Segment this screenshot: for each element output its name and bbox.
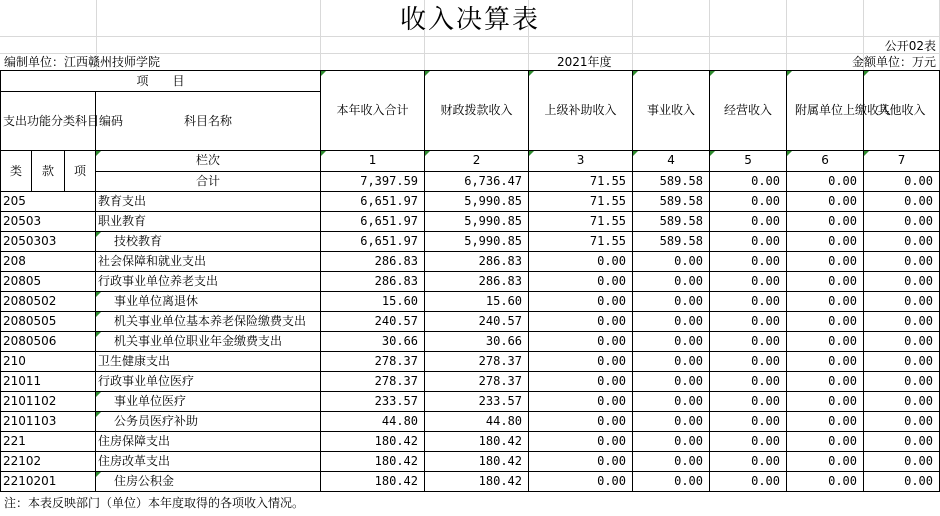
- row-code: 21011: [1, 372, 96, 392]
- row-value: 0.00: [787, 192, 864, 212]
- row-value: 180.42: [321, 472, 425, 492]
- currency-label: 金额单位：万元: [851, 55, 936, 69]
- header-xiang: 项: [65, 151, 96, 192]
- row-value: 233.57: [425, 392, 529, 412]
- row-value: 180.42: [321, 452, 425, 472]
- row-subject-name: 职业教育: [96, 212, 321, 232]
- row-value: 0.00: [529, 332, 633, 352]
- header-subject-name: 科目名称: [96, 92, 321, 151]
- row-code: 2101103: [1, 412, 96, 432]
- row-value: 0.00: [633, 372, 710, 392]
- col-num-1: 1: [321, 151, 425, 172]
- row-subject-name: 公务员医疗补助: [96, 412, 321, 432]
- row-value: 30.66: [321, 332, 425, 352]
- table-row: [1, 272, 940, 292]
- row-subject-name: 教育支出: [96, 192, 321, 212]
- row-value: 0.00: [864, 472, 940, 492]
- row-value: 0.00: [864, 432, 940, 452]
- row-value: 0.00: [864, 232, 940, 252]
- row-value: 0.00: [529, 352, 633, 372]
- row-subject-name: 机关事业单位基本养老保险缴费支出: [96, 312, 321, 332]
- table-row: [1, 312, 940, 332]
- row-subject-name: 住房改革支出: [96, 452, 321, 472]
- row-value: 0.00: [710, 232, 787, 252]
- row-value: 0.00: [710, 292, 787, 312]
- row-subject-name: 行政事业单位养老支出: [96, 272, 321, 292]
- header-row-no: 栏次: [96, 151, 321, 172]
- row-value: 0.00: [787, 472, 864, 492]
- col-num-2: 2: [425, 151, 529, 172]
- row-value: 15.60: [321, 292, 425, 312]
- row-value: 0.00: [529, 452, 633, 472]
- row-value: 0.00: [864, 392, 940, 412]
- row-value: 71.55: [529, 212, 633, 232]
- row-value: 0.00: [864, 312, 940, 332]
- row-value: 0.00: [633, 252, 710, 272]
- row-value: 0.00: [710, 372, 787, 392]
- total-value: 7,397.59: [321, 171, 425, 192]
- total-value: 71.55: [529, 171, 633, 192]
- row-value: 286.83: [425, 272, 529, 292]
- row-value: 0.00: [633, 392, 710, 412]
- row-value: 0.00: [787, 392, 864, 412]
- total-value: 0.00: [864, 171, 940, 192]
- row-value: 5,990.85: [425, 232, 529, 252]
- form-code: 公开02表: [884, 39, 936, 53]
- header-func-code: 支出功能分类科目编码: [1, 92, 96, 151]
- row-value: 71.55: [529, 232, 633, 252]
- row-value: 0.00: [529, 272, 633, 292]
- row-value: 180.42: [425, 452, 529, 472]
- row-subject-name: 事业单位离退休: [96, 292, 321, 312]
- table-row: [1, 232, 940, 252]
- row-value: 0.00: [864, 372, 940, 392]
- row-value: 0.00: [710, 352, 787, 372]
- footnote: 注：本表反映部门（单位）本年度取得的各项收入情况。: [4, 496, 305, 510]
- table-row: [1, 392, 940, 412]
- header-col-1: 本年收入合计: [321, 71, 425, 151]
- table-row: [1, 332, 940, 352]
- row-value: 0.00: [864, 332, 940, 352]
- row-value: 0.00: [633, 352, 710, 372]
- row-value: 0.00: [710, 272, 787, 292]
- row-subject-name: 卫生健康支出: [96, 352, 321, 372]
- row-value: 0.00: [529, 392, 633, 412]
- row-value: 0.00: [633, 472, 710, 492]
- table-row: [1, 432, 940, 452]
- header-col-2: 财政拨款收入: [425, 71, 529, 151]
- header-col-6: 附属单位上缴收入: [787, 71, 864, 151]
- row-value: 0.00: [633, 432, 710, 452]
- table-row: [1, 452, 940, 472]
- row-value: 0.00: [633, 412, 710, 432]
- table-row: [1, 412, 940, 432]
- table-row: [1, 192, 940, 212]
- row-value: 0.00: [864, 192, 940, 212]
- row-value: 0.00: [710, 412, 787, 432]
- row-value: 0.00: [710, 452, 787, 472]
- row-value: 278.37: [425, 372, 529, 392]
- row-value: 0.00: [529, 252, 633, 272]
- table-row: [1, 212, 940, 232]
- row-code: 2101102: [1, 392, 96, 412]
- total-label: 合计: [96, 171, 321, 192]
- row-value: 0.00: [787, 452, 864, 472]
- row-code: 20503: [1, 212, 96, 232]
- row-value: 0.00: [787, 212, 864, 232]
- row-subject-name: 住房保障支出: [96, 432, 321, 452]
- row-value: 6,651.97: [321, 232, 425, 252]
- row-value: 0.00: [787, 372, 864, 392]
- row-value: 0.00: [787, 292, 864, 312]
- header-col-3: 上级补助收入: [529, 71, 633, 151]
- table-row: [1, 352, 940, 372]
- row-subject-name: 行政事业单位医疗: [96, 372, 321, 392]
- row-subject-name: 机关事业单位职业年金缴费支出: [96, 332, 321, 352]
- row-value: 0.00: [529, 292, 633, 312]
- row-value: 0.00: [633, 452, 710, 472]
- header-item: 项 目: [1, 71, 321, 92]
- report-title: 收入决算表: [399, 5, 540, 35]
- header-col-4: 事业收入: [633, 71, 710, 151]
- row-value: 240.57: [321, 312, 425, 332]
- row-value: 0.00: [529, 432, 633, 452]
- row-subject-name: 技校教育: [96, 232, 321, 252]
- table-row: [1, 472, 940, 492]
- row-value: 240.57: [425, 312, 529, 332]
- row-value: 0.00: [529, 372, 633, 392]
- row-value: 286.83: [425, 252, 529, 272]
- total-value: 6,736.47: [425, 171, 529, 192]
- row-value: 0.00: [864, 352, 940, 372]
- row-value: 180.42: [425, 472, 529, 492]
- col-num-7: 7: [864, 151, 940, 172]
- row-subject-name: 社会保障和就业支出: [96, 252, 321, 272]
- row-code: 22102: [1, 452, 96, 472]
- row-value: 589.58: [633, 192, 710, 212]
- row-value: 0.00: [633, 292, 710, 312]
- row-value: 0.00: [710, 392, 787, 412]
- row-value: 0.00: [529, 412, 633, 432]
- row-value: 0.00: [633, 312, 710, 332]
- header-lei: 类: [1, 151, 32, 192]
- income-table: [0, 70, 940, 492]
- row-value: 0.00: [787, 332, 864, 352]
- row-value: 44.80: [425, 412, 529, 432]
- row-code: 2210201: [1, 472, 96, 492]
- total-value: 0.00: [787, 171, 864, 192]
- total-value: 0.00: [710, 171, 787, 192]
- row-value: 180.42: [425, 432, 529, 452]
- row-value: 286.83: [321, 272, 425, 292]
- row-code: 2080502: [1, 292, 96, 312]
- header-kuan: 款: [32, 151, 65, 192]
- col-num-4: 4: [633, 151, 710, 172]
- row-value: 0.00: [787, 252, 864, 272]
- row-value: 0.00: [787, 352, 864, 372]
- row-value: 44.80: [321, 412, 425, 432]
- row-value: 0.00: [787, 412, 864, 432]
- row-value: 71.55: [529, 192, 633, 212]
- row-value: 0.00: [864, 412, 940, 432]
- row-value: 278.37: [321, 372, 425, 392]
- row-value: 5,990.85: [425, 192, 529, 212]
- row-value: 0.00: [787, 312, 864, 332]
- col-num-3: 3: [529, 151, 633, 172]
- table-row: [1, 292, 940, 312]
- row-value: 0.00: [710, 332, 787, 352]
- row-value: 0.00: [710, 252, 787, 272]
- row-value: 233.57: [321, 392, 425, 412]
- row-code: 2080505: [1, 312, 96, 332]
- row-value: 0.00: [864, 452, 940, 472]
- row-value: 0.00: [787, 432, 864, 452]
- row-value: 0.00: [787, 232, 864, 252]
- row-value: 0.00: [710, 212, 787, 232]
- row-code: 208: [1, 252, 96, 272]
- row-code: 2050303: [1, 232, 96, 252]
- table-row: [1, 252, 940, 272]
- row-value: 0.00: [633, 272, 710, 292]
- row-subject-name: 住房公积金: [96, 472, 321, 492]
- unit-label: 编制单位：江西赣州技师学院: [4, 55, 161, 69]
- row-value: 0.00: [710, 472, 787, 492]
- row-code: 210: [1, 352, 96, 372]
- row-value: 589.58: [633, 212, 710, 232]
- row-code: 205: [1, 192, 96, 212]
- row-value: 0.00: [864, 292, 940, 312]
- row-value: 30.66: [425, 332, 529, 352]
- row-value: 0.00: [529, 472, 633, 492]
- row-subject-name: 事业单位医疗: [96, 392, 321, 412]
- row-value: 180.42: [321, 432, 425, 452]
- row-value: 0.00: [633, 332, 710, 352]
- row-code: 20805: [1, 272, 96, 292]
- row-value: 0.00: [864, 272, 940, 292]
- row-value: 0.00: [787, 272, 864, 292]
- row-value: 6,651.97: [321, 192, 425, 212]
- row-value: 278.37: [425, 352, 529, 372]
- table-row: [1, 372, 940, 392]
- col-num-5: 5: [710, 151, 787, 172]
- row-code: 221: [1, 432, 96, 452]
- row-value: 589.58: [633, 232, 710, 252]
- row-value: 0.00: [710, 432, 787, 452]
- row-value: 0.00: [710, 192, 787, 212]
- row-value: 0.00: [864, 252, 940, 272]
- col-num-6: 6: [787, 151, 864, 172]
- total-value: 589.58: [633, 171, 710, 192]
- row-value: 286.83: [321, 252, 425, 272]
- row-value: 0.00: [529, 312, 633, 332]
- year-label: 2021年度: [557, 55, 612, 69]
- row-value: 0.00: [710, 312, 787, 332]
- header-col-7: 其他收入: [864, 71, 940, 151]
- row-code: 2080506: [1, 332, 96, 352]
- row-value: 0.00: [864, 212, 940, 232]
- row-value: 6,651.97: [321, 212, 425, 232]
- row-value: 5,990.85: [425, 212, 529, 232]
- row-value: 15.60: [425, 292, 529, 312]
- header-col-5: 经营收入: [710, 71, 787, 151]
- row-value: 278.37: [321, 352, 425, 372]
